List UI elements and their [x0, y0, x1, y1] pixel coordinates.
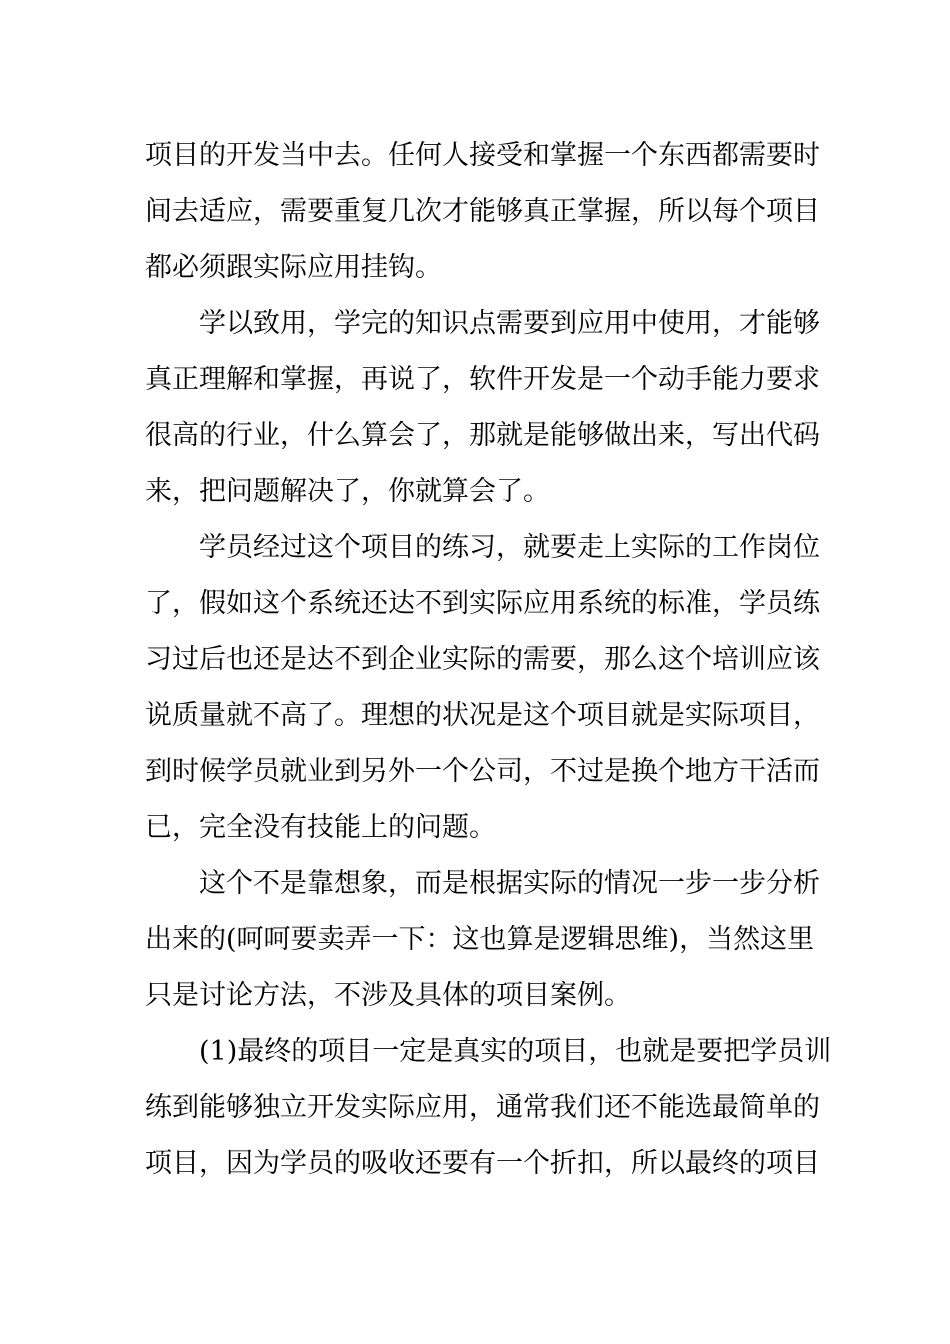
text-line: 练到能够独立开发实际应用，通常我们还不能选最简单的 — [145, 1092, 820, 1123]
paragraph — [145, 128, 820, 296]
text-line: 间去适应，需要重复几次才能够真正掌握，所以每个项目 — [145, 196, 820, 227]
paragraph — [145, 520, 820, 856]
text-line: 学员经过这个项目的练习，就要走上实际的工作岗位 — [199, 532, 820, 563]
text-line: 已，完全没有技能上的问题。 — [145, 812, 496, 843]
text-line: 习过后也还是达不到企业实际的需要，那么这个培训应该 — [145, 644, 820, 675]
text-line: 这个不是靠想象，而是根据实际的情况一步一步分析 — [199, 868, 820, 899]
text-line: 都必须跟实际应用挂钩。 — [145, 252, 442, 283]
document-body — [145, 128, 832, 1192]
text-line: 学以致用，学完的知识点需要到应用中使用，才能够 — [199, 308, 820, 339]
paragraph — [145, 296, 820, 520]
text-line: 真正理解和掌握，再说了，软件开发是一个动手能力要求 — [145, 364, 820, 395]
text-line: 来，把问题解决了，你就算会了。 — [145, 476, 550, 507]
paragraph — [145, 1024, 832, 1192]
text-line: 很高的行业，什么算会了，那就是能够做出来，写出代码 — [145, 420, 820, 451]
text-line: 项目，因为学员的吸收还要有一个折扣，所以最终的项目 — [145, 1148, 820, 1179]
text-line: 出来的(呵呵要卖弄一下：这也算是逻辑思维)，当然这里 — [145, 924, 815, 955]
text-line: 说质量就不高了。理想的状况是这个项目就是实际项目， — [145, 700, 820, 731]
text-line: 只是讨论方法，不涉及具体的项目案例。 — [145, 980, 631, 1011]
text-line: (1)最终的项目一定是真实的项目，也就是要把学员训 — [199, 1036, 832, 1067]
text-line: 到时候学员就业到另外一个公司，不过是换个地方干活而 — [145, 756, 820, 787]
paragraph — [145, 856, 820, 1024]
text-line: 了，假如这个系统还达不到实际应用系统的标准，学员练 — [145, 588, 820, 619]
text-line: 项目的开发当中去。任何人接受和掌握一个东西都需要时 — [145, 140, 820, 171]
